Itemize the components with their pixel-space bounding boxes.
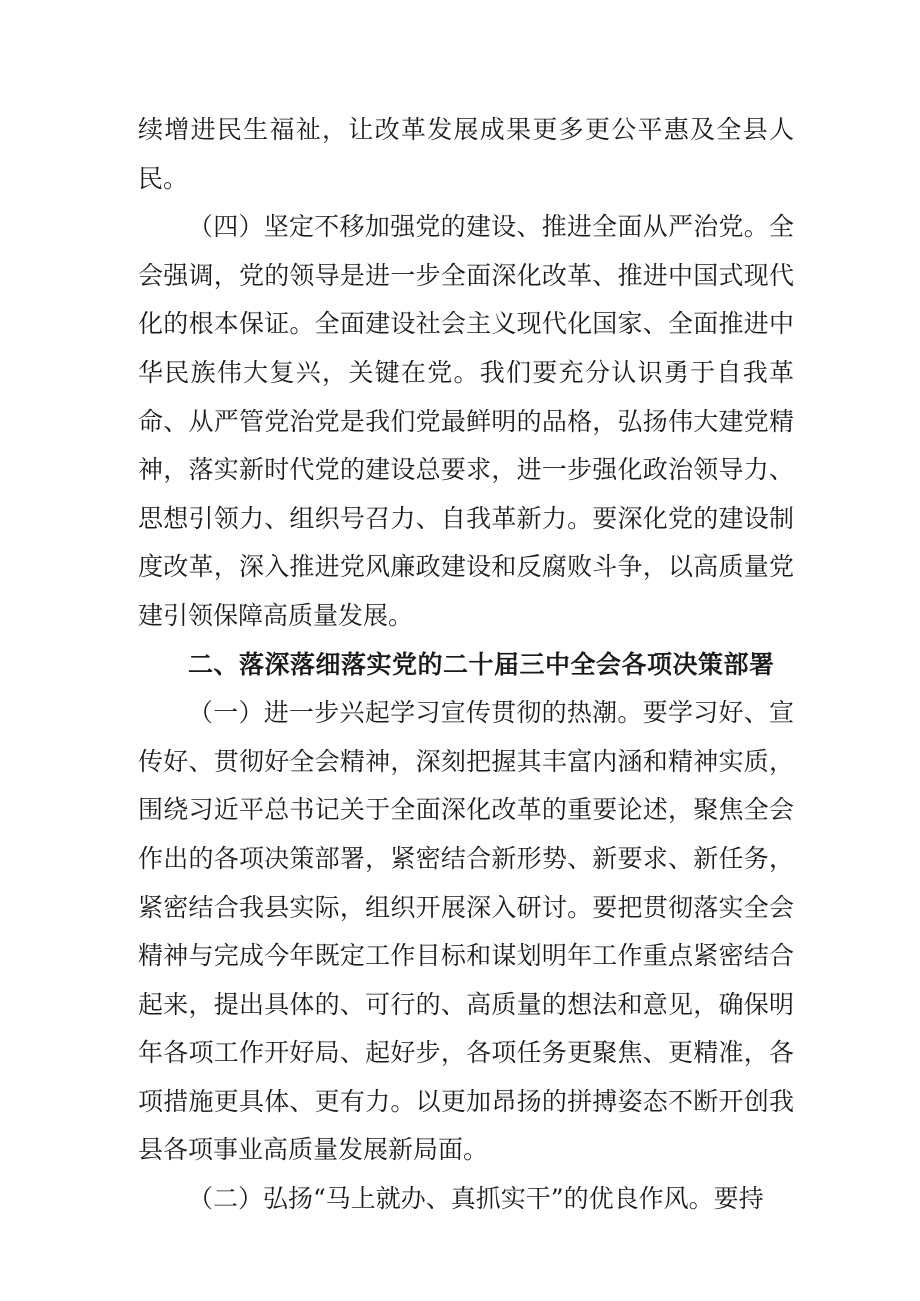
paragraph-party-building: （四）坚定不移加强党的建设、推进全面从严治党。全会强调，党的领导是进一步全面深化改革、推进中国式现代化的根本保证。全面建设社会主义现代化国家、全面推进中华民族伟大复兴，关键在党。我们要充分认识勇于自我革命、从严管党治党是我们党最鲜明的品格，弘扬伟大建党精神，落实新时代党的建设总要求，进一步强化政治领导力、思想引领力、组织号召力、自我革新力。要深化党的建设制度改革，深入推进党风廉政建设和反腐败斗争，以高质量党建引领保障高质量发展。 <box>138 212 794 630</box>
section-heading: 二、落深落细落实党的二十届三中全会各项决策部署 <box>188 649 775 679</box>
paragraph-study-promotion: （一）进一步兴起学习宣传贯彻的热潮。要学习好、宣传好、贯彻好全会精神，深刻把握其丰富内涵和精神实质，围绕习近平总书记关于全面深化改革的重要论述，聚焦全会作出的各项决策部署，紧密结合新形势、新要求、新任务，紧密结合我县实际，组织开展深入研讨。要把贯彻落实全会精神与完成今年既定工作目标和谋划明年工作重点紧密结合起来，提出具体的、可行的、高质量的想法和意见，确保明年各项工作开好局、起好步，各项任务更聚焦、更精准，各项措施更具体、更有力。以更加昂扬的拼搏姿态不断开创我县各项事业高质量发展新局面。 <box>138 698 794 1165</box>
document-body <box>138 106 794 1224</box>
paragraph-work-style: （二）弘扬“马上就办、真抓实干”的优良作风。要持 <box>188 1184 764 1214</box>
paragraph-continued: 续增进民生福祉，让改革发展成果更多更公平惠及全县人民。 <box>138 115 794 193</box>
